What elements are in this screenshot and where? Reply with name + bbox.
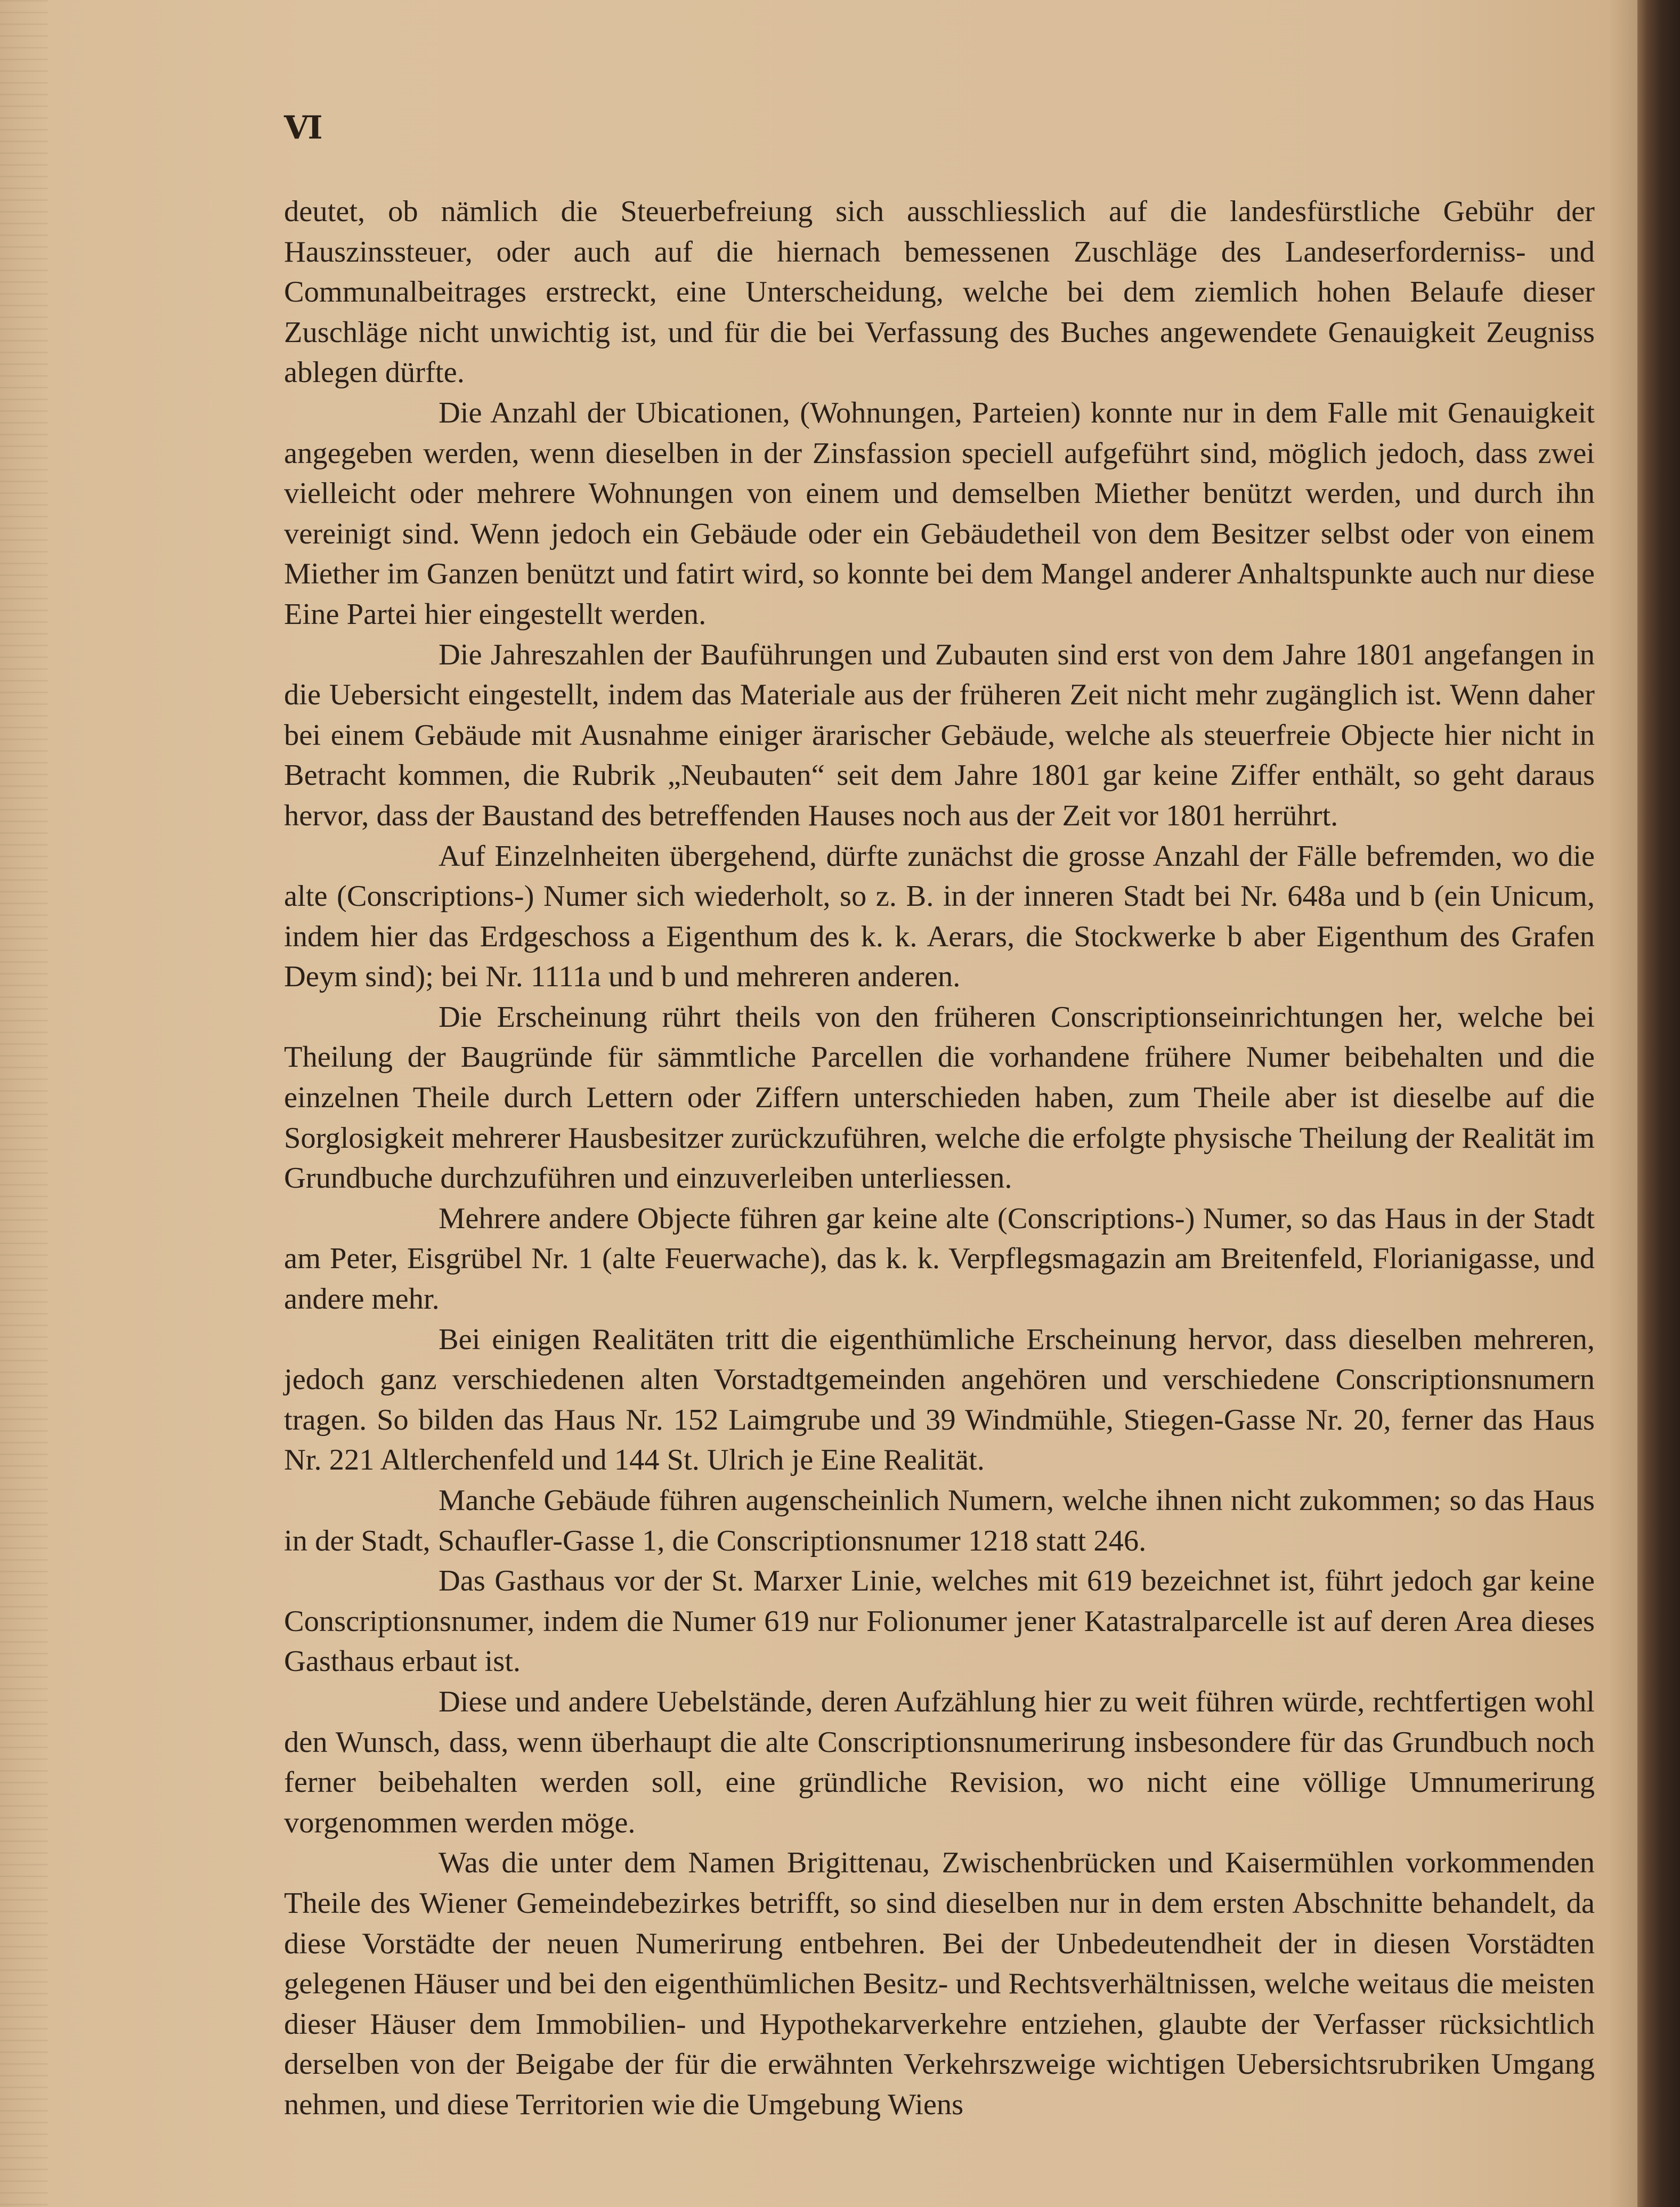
paragraph: Die Jahreszahlen der Bauführungen und Zubauten sind erst von dem Jahre 1801 angefangen in die Uebersicht eingestellt, indem das Materiale aus der früheren Zeit nicht mehr zugänglich ist. Wenn daher bei einem Gebäude mit Ausnahme einiger ärarischer Gebäude, welche als steuerfreie Objecte hier nicht in Betracht kommen, die Rubrik „Neubauten“ seit dem Jahre 1801 gar keine Ziffer enthält, so geht daraus hervor, dass der Baustand des betreffenden Hauses noch aus der Zeit vor 1801 herrührt. xyxy=(284,638,1595,832)
paragraph: Die Erscheinung rührt theils von den früheren Conscriptionseinrichtungen her, welche bei Theilung der Baugründe für sämmtliche Parcellen die vorhandene frühere Numer beibehalten und die einzelnen Theile durch Lettern oder Ziffern unterschieden haben, zum Theile aber ist dieselbe auf die Sorglosigkeit mehrerer Hausbesitzer zurückzuführen, welche die erfolgte physische Theilung der Realität im Grundbuche durchzuführen und einzuverleiben unterliessen. xyxy=(284,1000,1595,1195)
page-gutter xyxy=(0,0,48,2207)
page-number: VI xyxy=(284,109,322,147)
paragraph: Die Anzahl der Ubicationen, (Wohnungen, Parteien) konnte nur in dem Falle mit Genauigkeit angegeben werden, wenn dieselben in der Zinsfassion speciell aufgeführt sind, möglich jedoch, dass zwei vielleicht oder mehrere Wohnungen von einem und demselben Miether benützt werden, und durch ihn vereinigt sind. Wenn jedoch ein Gebäude oder ein Gebäudetheil von dem Besitzer selbst oder von einem Miether im Ganzen benützt und fatirt wird, so konnte bei dem Mangel anderer Anhaltspunkte auch nur diese Eine Partei hier eingestellt werden. xyxy=(284,396,1595,631)
paragraph: Was die unter dem Namen Brigittenau, Zwischenbrücken und Kaisermühlen vorkommenden Theile des Wiener Gemeindebezirkes betrifft, so sind dieselben nur in dem ersten Abschnitte behandelt, da diese Vorstädte der neuen Numerirung entbehren. Bei der Unbedeutendheit der in diesen Vorstädten gelegenen Häuser und bei den eigenthümlichen Besitz- und Rechtsverhältnissen, welche weitaus die meisten dieser Häuser dem Immobilien- und Hypothekarverkehre entziehen, glaubte der Verfasser rücksichtlich derselben von der Beigabe der für die erwähnten Verkehrszweige wichtigen Uebersichtsrubriken Umgang nehmen, und diese Territorien wie die Umgebung Wiens xyxy=(284,1846,1595,2121)
paragraph: Manche Gebäude führen augenscheinlich Numern, welche ihnen nicht zukommen; so das Haus in der Stadt, Schaufler-Gasse 1, die Conscriptionsnumer 1218 statt 246. xyxy=(284,1484,1595,1557)
paragraph: Mehrere andere Objecte führen gar keine alte (Conscriptions-) Numer, so das Haus in der Stadt am Peter, Eisgrübel Nr. 1 (alte Feuerwache), das k. k. Verpflegsmagazin am Breitenfeld, Florianigasse, und andere mehr. xyxy=(284,1202,1595,1316)
paragraph-continuation: deutet, ob nämlich die Steuerbefreiung sich ausschliesslich auf die landesfürstliche Gebühr der Hauszinssteuer, oder auch auf die hiernach bemessenen Zuschläge des Landeserforderniss- und Communalbeitrages erstreckt, eine Unterscheidung, welche bei dem ziemlich hohen Belaufe dieser Zuschläge nicht unwichtig ist, und für die bei Verfassung des Buches angewendete Genauigkeit Zeugniss ablegen dürfte. xyxy=(284,195,1595,390)
paragraph: Diese und andere Uebelstände, deren Aufzählung hier zu weit führen würde, rechtfertigen wohl den Wunsch, dass, wenn überhaupt die alte Conscriptionsnumerirung insbesondere für das Grundbuch noch ferner beibehalten werden soll, eine gründliche Revision, wo nicht eine völlige Umnumerirung vorgenommen werden möge. xyxy=(284,1685,1595,1839)
paragraph: Auf Einzelnheiten übergehend, dürfte zunächst die grosse Anzahl der Fälle befremden, wo die alte (Conscriptions-) Numer sich wiederholt, so z. B. in der inneren Stadt bei Nr. 648a und b (ein Unicum, indem hier das Erdgeschoss a Eigenthum des k. k. Aerars, die Stockwerke b aber Eigenthum des Grafen Deym sind); bei Nr. 1111a und b und mehreren anderen. xyxy=(284,839,1595,994)
paragraph: Das Gasthaus vor der St. Marxer Linie, welches mit 619 bezeichnet ist, führt jedoch gar keine Conscriptionsnumer, indem die Numer 619 nur Folionumer jener Katastralparcelle ist auf deren Area dieses Gasthaus erbaut ist. xyxy=(284,1564,1595,1678)
book-edge xyxy=(1637,0,1680,2207)
paragraph: Bei einigen Realitäten tritt die eigenthümliche Erscheinung hervor, dass dieselben mehreren, jedoch ganz verschiedenen alten Vorstadtgemeinden angehören und verschiedene Conscriptionsnumern tragen. So bilden das Haus Nr. 152 Laimgrube und 39 Windmühle, Stiegen-Gasse Nr. 20, ferner das Haus Nr. 221 Altlerchenfeld und 144 St. Ulrich je Eine Realität. xyxy=(284,1322,1595,1477)
body-text xyxy=(284,192,1595,2125)
